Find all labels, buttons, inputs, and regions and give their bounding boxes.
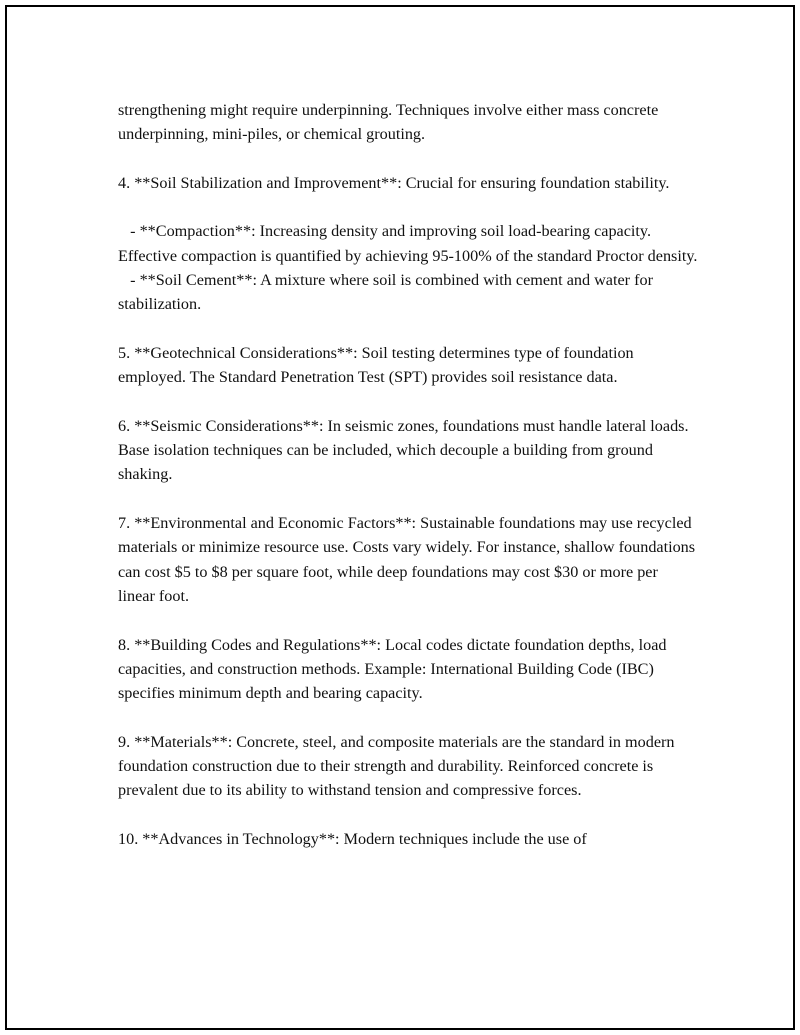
paragraph-gap	[118, 608, 698, 632]
page-frame	[5, 5, 795, 1030]
paragraph-seismic: 6. **Seismic Considerations**: In seismic zones, foundations must handle lateral loads. Base isolation techniques can be included, which decouple a building from ground shaking.	[118, 416, 693, 484]
document-body	[118, 98, 698, 851]
paragraph-building-codes: 8. **Building Codes and Regulations**: Local codes dictate foundation depths, load capacities, and construction methods. Example: International Building Code (IBC) specifies minimum depth and bearing capacity.	[118, 635, 671, 703]
paragraph-geotechnical: 5. **Geotechnical Considerations**: Soil testing determines type of foundation employed. The Standard Penetration Test (SPT) provides soil resistance data.	[118, 343, 638, 387]
paragraph-gap	[118, 390, 698, 414]
paragraph-soil-stabilization: 4. **Soil Stabilization and Improvement**: Crucial for ensuring foundation stability.	[118, 173, 670, 192]
paragraph-gap	[118, 317, 698, 341]
paragraph-gap	[118, 487, 698, 511]
paragraph-materials: 9. **Materials**: Concrete, steel, and composite materials are the standard in modern foundation construction due to their strength and durability. Reinforced concrete is prevalent due to its ability to withstand tension and compressive forces.	[118, 732, 679, 800]
paragraph-environmental-economic: 7. **Environmental and Economic Factors**: Sustainable foundations may use recycled materials or minimize resource use. Costs vary widely. For instance, shallow foundations can cost $5 to $8 per square foot, while deep foundations may cost $30 or more per linear foot.	[118, 514, 700, 605]
paragraph-gap	[118, 195, 698, 219]
paragraph-gap	[118, 803, 698, 827]
paragraph-underpinning: strengthening might require underpinning. Techniques involve either mass concrete underpinning, mini-piles, or chemical grouting.	[118, 101, 663, 144]
paragraph-gap	[118, 147, 698, 171]
paragraph-gap	[118, 705, 698, 729]
paragraph-advances-technology: 10. **Advances in Technology**: Modern techniques include the use of	[118, 829, 587, 848]
paragraph-compaction-soil-cement: - **Compaction**: Increasing density and improving soil load-bearing capacity. Effective compaction is quantified by achieving 95-100% of the standard Proctor density. - **Soil Cement**: A mixture where soil is combined with cement and water for stabilization.	[118, 222, 698, 314]
